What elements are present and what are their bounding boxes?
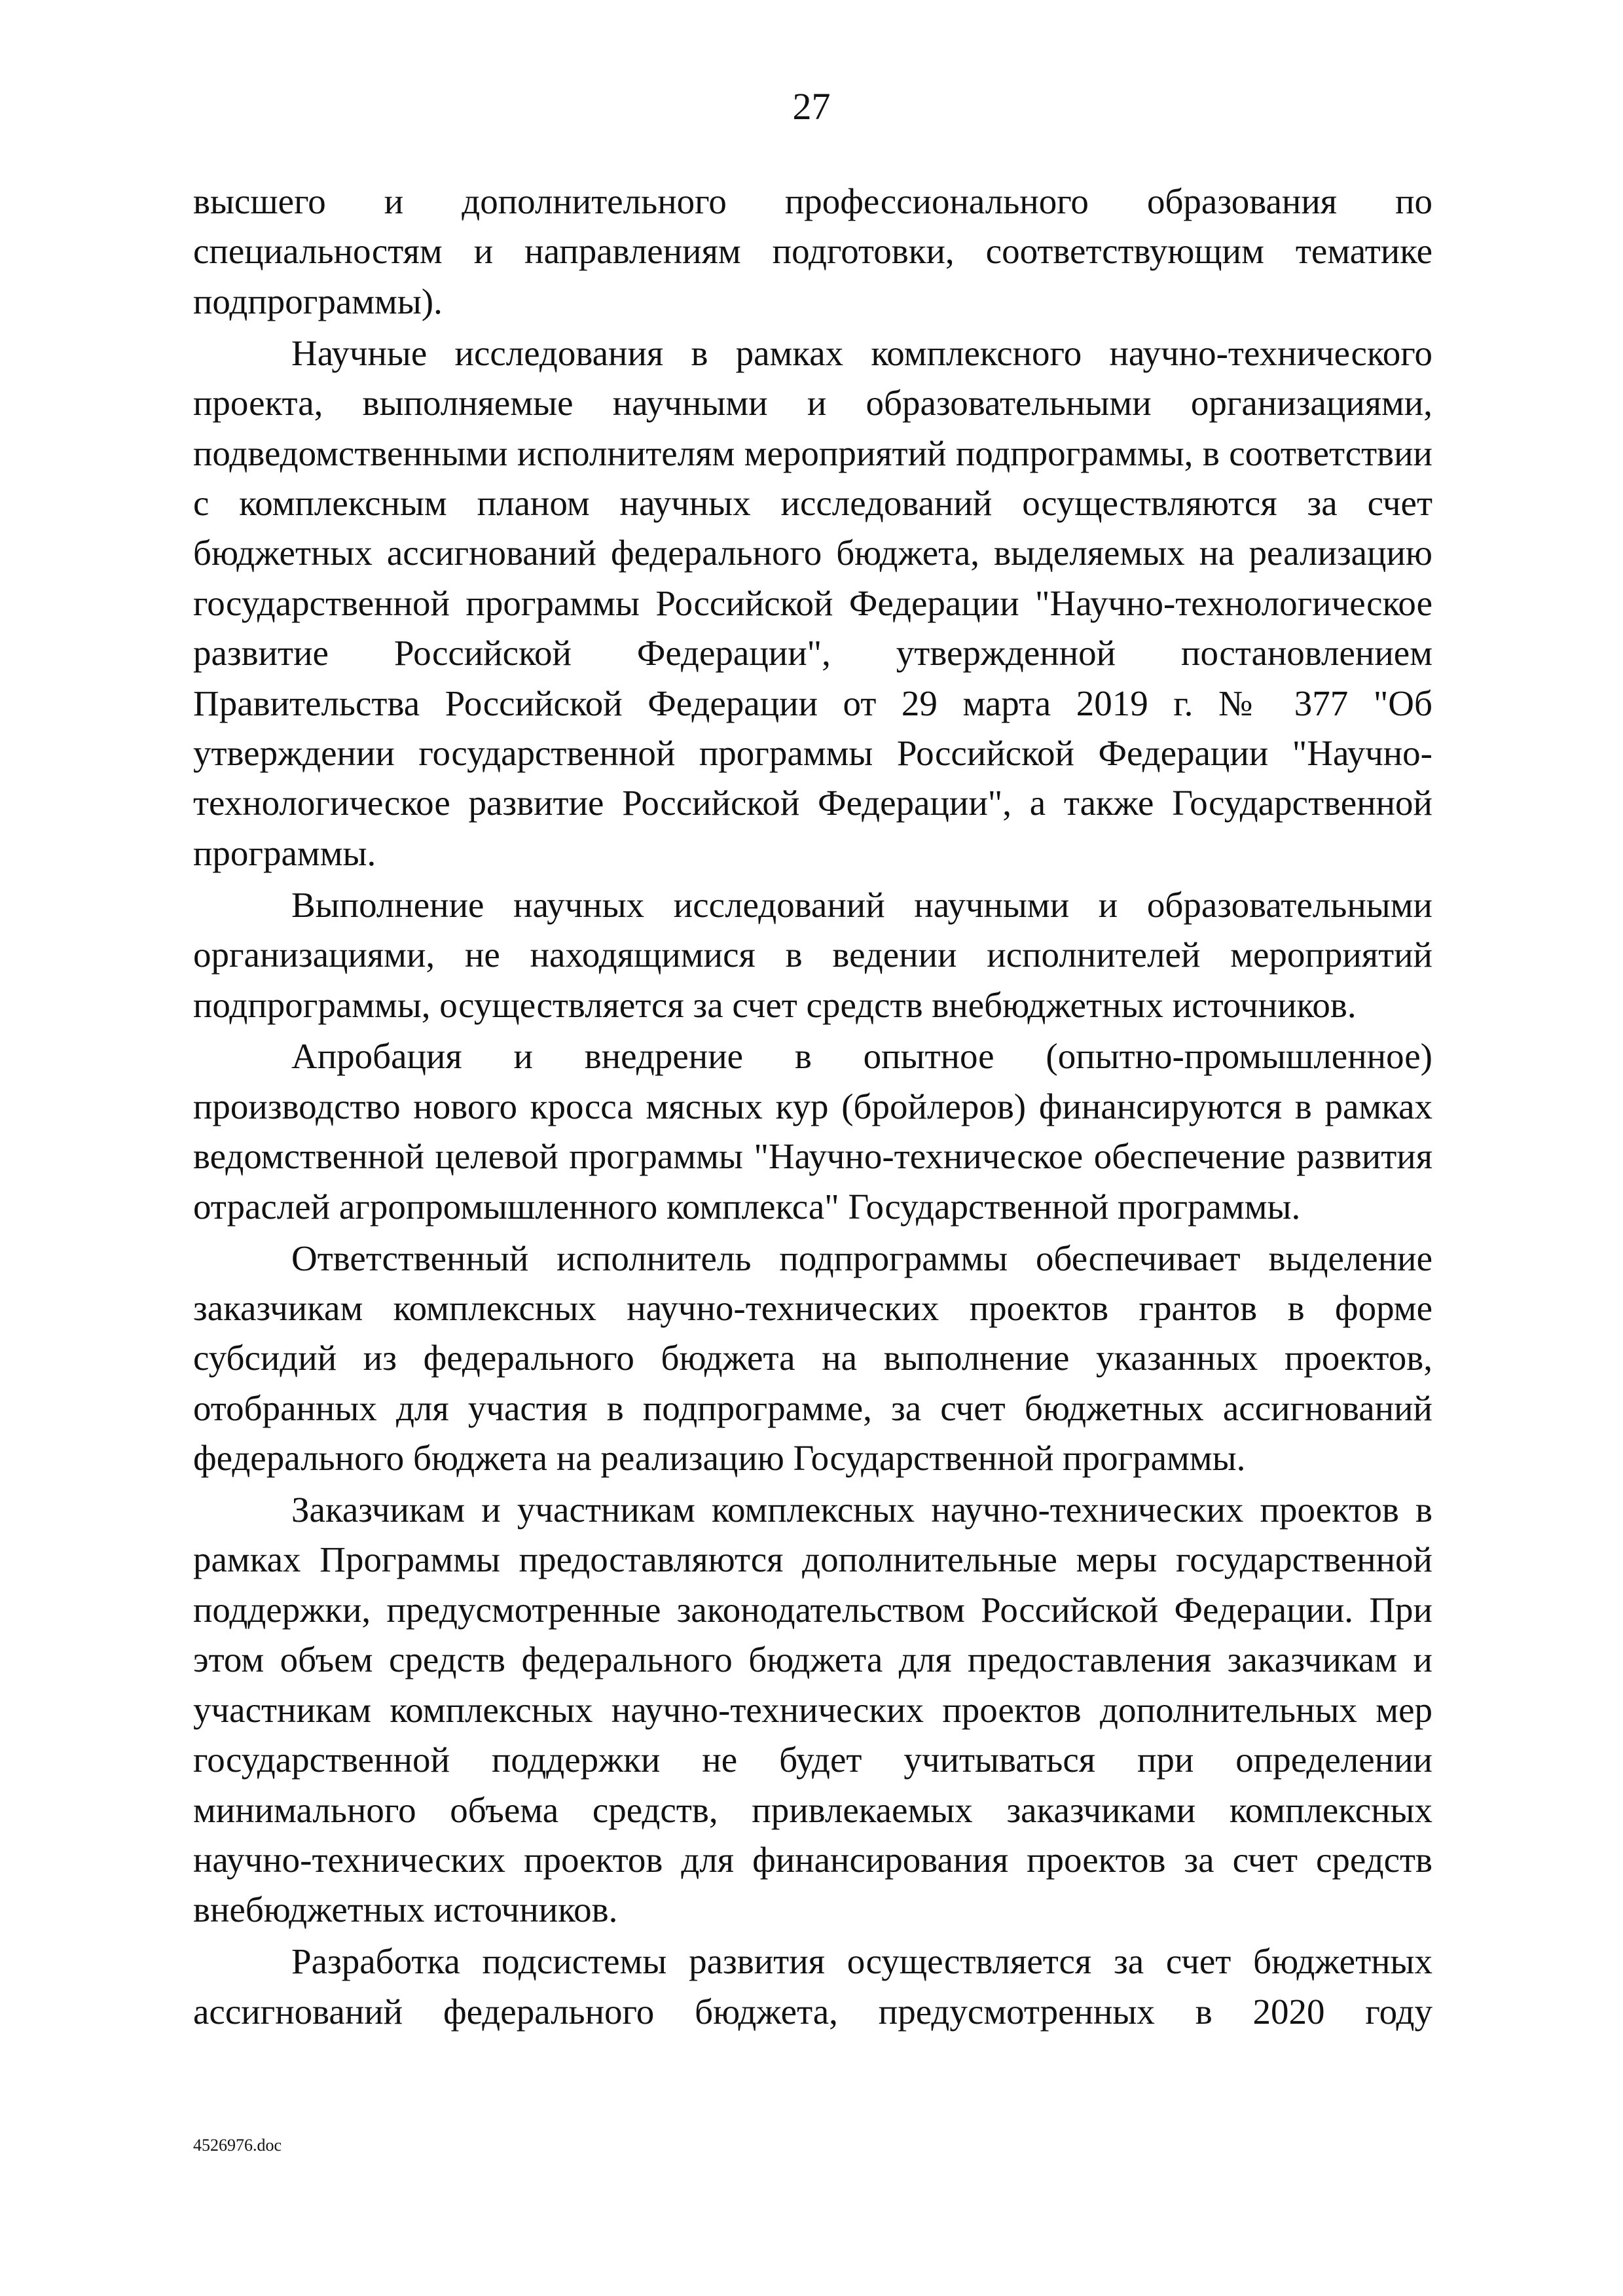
paragraph-grants: Ответственный исполнитель подпрограммы обеспечивает выделение заказчикам комплексных научно-технических проектов грантов в форме субсидий из федерального бюджета на выполнение указанных проектов, отобранных для участия в подпрограмме, за счет бюджетных ассигнований федерального бюджета на реализацию Государственной программы. <box>193 1238 1432 1479</box>
paragraph-subsystem-development: Разработка подсистемы развития осуществляется за счет бюджетных ассигнований федерального бюджета, предусмотренных в 2020 году <box>193 1941 1432 2032</box>
footer-filename: 4526976.doc <box>193 2136 282 2155</box>
paragraph-non-subordinate-research: Выполнение научных исследований научными и образовательными организациями, не находящимися в ведении исполнителей мероприятий подпрограммы, осуществляется за счет средств внебюджетных источников. <box>193 884 1432 1025</box>
paragraph-continuation: высшего и дополнительного профессионального образования по специальностям и направлениям подготовки, соответствующим тематике подпрограммы). <box>193 181 1432 321</box>
paragraph-additional-support: Заказчикам и участникам комплексных научно-технических проектов в рамках Программы предоставляются дополнительные меры государственной поддержки, предусмотренные законодательством Российской Федерации. При этом объем средств федерального бюджета для предоставления заказчикам и участникам комплексных научно-технических проектов дополнительных мер государственной поддержки не будет учитываться при определении минимального объема средств, привлекаемых заказчиками комплексных научно-технических проектов для финансирования проектов за счет средств внебюджетных источников. <box>193 1490 1432 1930</box>
document-body <box>193 177 1432 2039</box>
paragraph-broiler-cross-approbation: Апробация и внедрение в опытное (опытно-промышленное) производство нового кросса мясных кур (бройлеров) финансируются в рамках ведомственной целевой программы "Научно-техническое обеспечение развития отраслей агропромышленного комплекса" Государственной программы. <box>193 1036 1432 1227</box>
page-number: 27 <box>792 85 831 128</box>
paragraph-research-funding: Научные исследования в рамках комплексного научно-технического проекта, выполняемые научными и образовательными организациями, подведомственными исполнителям мероприятий подпрограммы, в соответствии с комплексным планом научных исследований осуществляются за счет бюджетных ассигнований федерального бюджета, выделяемых на реализацию государственной программы Российской Федерации "Научно-технологическое развитие Российской Федерации", утвержденной постановлением Правительства Российской Федерации от 29 марта 2019 г. № 377 "Об утверждении государственной программы Российской Федерации "Научно-технологическое развитие Российской Федерации", а также Государственной программы. <box>193 332 1432 873</box>
